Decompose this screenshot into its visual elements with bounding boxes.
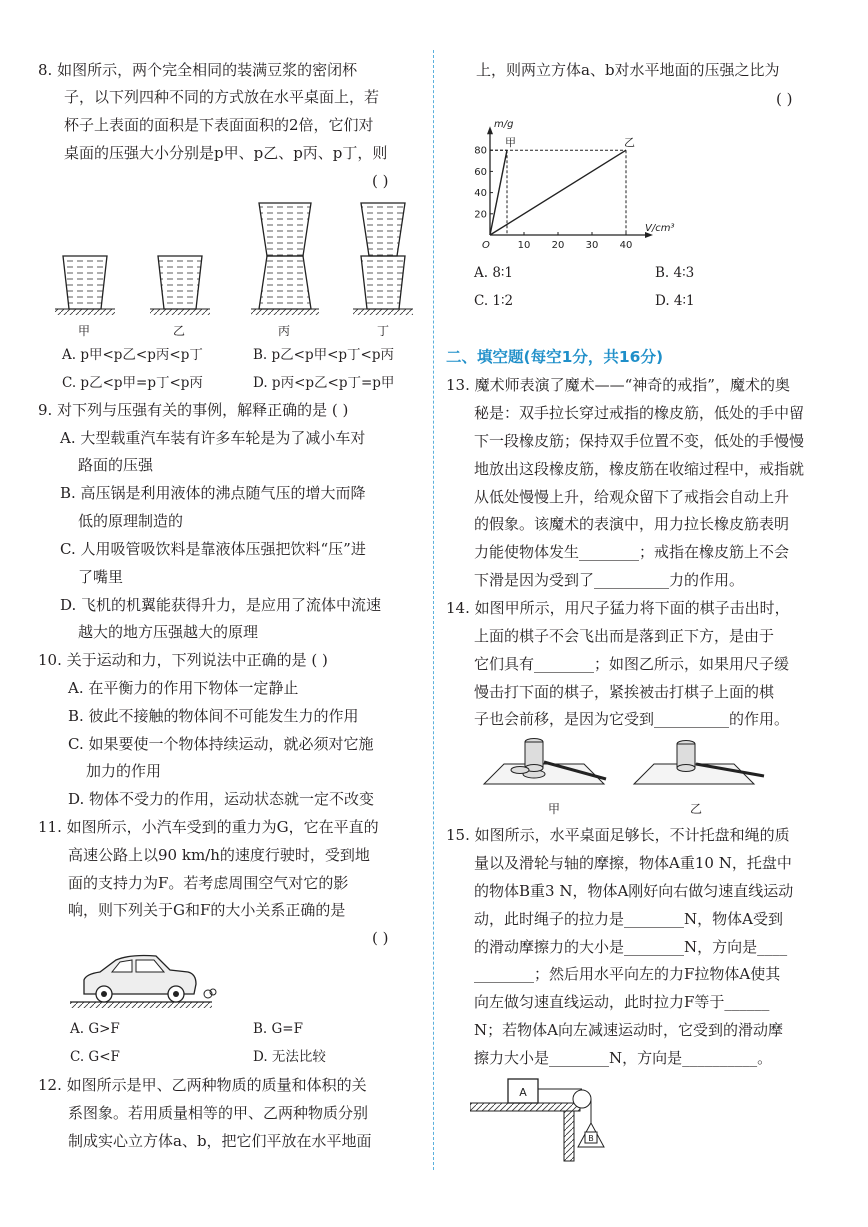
series-line-乙 [490, 150, 626, 235]
y-tick-label: 20 [474, 209, 487, 221]
fig-label: 甲 [78, 324, 91, 338]
q10-line: D. 物体不受力的作用，运动状态就一定不改变 [68, 790, 375, 808]
block-a-label: A [519, 1086, 527, 1099]
q12-line: 12. 如图所示是甲、乙两种物质的质量和体积的关 [38, 1076, 367, 1094]
option: B. p乙<p甲<p丁<p丙 [253, 347, 395, 363]
chess-pieces-figure [474, 734, 784, 794]
x-tick-label: 30 [585, 240, 599, 251]
y-tick-label: 80 [474, 145, 487, 157]
q9-line: 路面的压强 [78, 456, 154, 474]
option: C. 1∶2 [474, 293, 514, 309]
q9-line: D. 飞机的机翼能获得升力，是应用了流体中流速 [60, 596, 382, 614]
q8-line: 子，以下列四种不同的方式放在水平桌面上，若 [64, 88, 380, 106]
q10-line: 加力的作用 [86, 762, 162, 780]
q12-line: 制成实心立方体a、b，把它们平放在水平地面 [68, 1132, 372, 1150]
q15-line: 15. 如图所示，水平桌面足够长，不计托盘和绳的质 [446, 826, 790, 844]
cups-figure [55, 198, 415, 322]
x-tick-label: 10 [517, 240, 531, 251]
q11-line: 面的支持力为F。若考虑周围空气对它的影 [68, 874, 349, 892]
q10-line: A. 在平衡力的作用下物体一定静止 [68, 679, 299, 697]
q15-line: N；若物体A向左减速运动时，它受到的滑动摩 [474, 1021, 783, 1039]
section-title: 二、填空题(每空1分，共16分) [446, 348, 664, 366]
q9-line: C. 人用吸管吸饮料是靠液体压强把饮料“压”进 [60, 540, 366, 558]
pulley-figure [470, 1075, 620, 1165]
q14-line: 14. 如图甲所示，用尺子猛力将下面的棋子击出时， [446, 599, 790, 617]
q13-line: 地放出这段橡皮筋，橡皮筋在收缩过程中，戒指就 [474, 460, 805, 478]
x-tick-label: 40 [619, 240, 633, 251]
cup-bing-bottom [259, 256, 311, 309]
fig-label: 丙 [278, 324, 291, 338]
q13-line: 下滑是因为受到了__________力的作用。 [474, 571, 745, 589]
cup-ding-top [361, 203, 405, 256]
option: C. G<F [70, 1049, 120, 1065]
option: D. p丙<p乙<p丁=p甲 [253, 375, 395, 391]
q13-line: 力能使物体发生________；戒指在橡皮筋上不会 [474, 543, 790, 561]
q15-line: 擦力大小是________N，方向是__________。 [474, 1049, 773, 1067]
q15-line: 向左做匀速直线运动，此时拉力F等于______ [474, 993, 770, 1011]
q13-line: 下一段橡皮筋；保持双手位置不变，低处的手慢慢 [474, 432, 805, 450]
q12-line: 上，则两立方体a、b对水平地面的压强之比为 [476, 61, 780, 79]
option: A. G>F [70, 1021, 120, 1037]
answer-bracket: ( ) [776, 90, 793, 108]
x-axis-label: V/cm³ [645, 223, 675, 234]
y-axis-arrow [487, 126, 493, 134]
option: D. 4∶1 [655, 293, 695, 309]
q14-line: 上面的棋子不会飞出而是落到正下方，是由于 [474, 627, 775, 645]
q8-line: 8. 如图所示，两个完全相同的装满豆浆的密闭杯 [38, 61, 358, 79]
q13-line: 从低处慢慢上升，给观众留下了戒指会自动上升 [474, 488, 790, 506]
q10-line: B. 彼此不接触的物体间不可能发生力的作用 [68, 707, 359, 725]
q13-line: 13. 魔术师表演了魔术——“神奇的戒指”，魔术的奥 [446, 376, 790, 394]
answer-bracket: ( ) [372, 929, 389, 947]
x-tick-label: 20 [551, 240, 565, 251]
q8-line: 桌面的压强大小分别是p甲、p乙、p丙、p丁，则 [64, 144, 388, 162]
q14-line: 子也会前移，是因为它受到__________的作用。 [474, 710, 790, 728]
fig-label: 乙 [173, 324, 186, 338]
q11-line: 响，则下列关于G和F的大小关系正确的是 [68, 901, 346, 919]
option: A. 8∶1 [474, 265, 514, 281]
q8-line: 杯子上表面的面积是下表面面积的2倍，它们对 [64, 116, 374, 134]
q11-line: 11. 如图所示，小汽车受到的重力为G，它在平直的 [38, 818, 379, 836]
q9-line: 9. 对下列与压强有关的事例，解释正确的是 ( ) [38, 401, 349, 419]
q10-line: 10. 关于运动和力，下列说法中正确的是 ( ) [38, 651, 328, 669]
option: B. G=F [253, 1021, 303, 1037]
q15-line: 的滑动摩擦力的大小是________N，方向是____ [474, 938, 788, 956]
fig-label: 乙 [690, 802, 703, 816]
q14-line: 慢击打下面的棋子，紧挨被击打棋子上面的棋 [474, 683, 775, 701]
y-axis-label: m/g [494, 119, 514, 130]
mass-volume-chart [470, 115, 690, 255]
option: A. p甲<p乙<p丙<p丁 [62, 347, 203, 363]
q15-line: ________；然后用水平向左的力F拉物体A使其 [474, 965, 781, 983]
q9-line: B. 高压锅是利用液体的沸点随气压的增大而降 [60, 484, 366, 502]
q15-line: 量以及滑轮与轴的摩擦，物体A重10 N，托盘中 [474, 854, 792, 872]
q15-line: 的物体B重3 N，物体A刚好向右做匀速直线运动 [474, 882, 794, 900]
q15-line: 动，此时绳子的拉力是________N，物体A受到 [474, 910, 783, 928]
y-tick-label: 60 [474, 166, 487, 178]
cup-bing-top [259, 203, 311, 256]
option: C. p乙<p甲=p丁<p丙 [62, 375, 203, 391]
column-divider [433, 50, 434, 1170]
q9-line: 低的原理制造的 [78, 512, 184, 530]
q13-line: 秘是：双手拉长穿过戒指的橡皮筋，低处的手中留 [474, 404, 805, 422]
series-label: 甲 [505, 136, 516, 150]
q9-line: 越大的地方压强越大的原理 [78, 623, 259, 641]
q11-line: 高速公路上以90 km/h的速度行驶时，受到地 [68, 846, 370, 864]
q10-line: C. 如果要使一个物体持续运动，就必须对它施 [68, 735, 374, 753]
y-tick-label: 40 [474, 188, 487, 200]
series-label: 乙 [624, 136, 635, 150]
origin-label: O [482, 240, 490, 251]
option: D. 无法比较 [253, 1049, 326, 1065]
cup-yi [158, 256, 202, 309]
fig-label: 丁 [377, 324, 390, 338]
q9-line: 了嘴里 [78, 568, 124, 586]
cup-ding-bottom [361, 256, 405, 309]
car-figure [70, 950, 220, 1012]
option: B. 4∶3 [655, 265, 695, 281]
q9-line: A. 大型载重汽车装有许多车轮是为了减小车对 [60, 429, 366, 447]
q12-line: 系图象。若用质量相等的甲、乙两种物质分别 [68, 1104, 369, 1122]
fig-label: 甲 [548, 802, 561, 816]
q13-line: 的假象。该魔术的表演中，用力拉长橡皮筋表明 [474, 515, 790, 533]
cup-jia [63, 256, 107, 309]
block-b-label: B [588, 1134, 594, 1143]
q14-line: 它们具有________；如图乙所示，如果用尺子缓 [474, 655, 790, 673]
answer-bracket: ( ) [372, 172, 389, 190]
